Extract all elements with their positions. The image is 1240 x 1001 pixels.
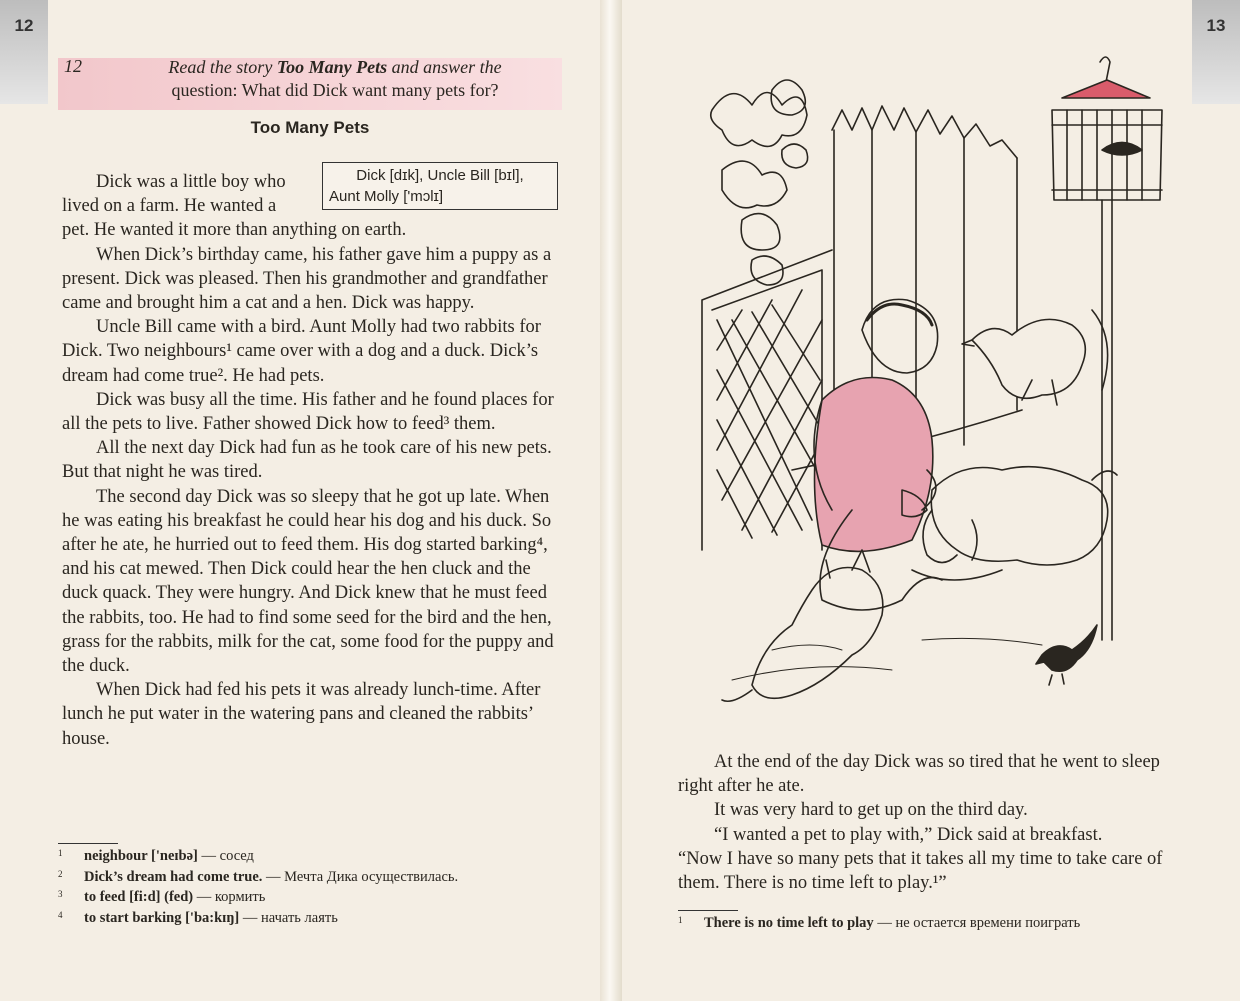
- task-instruction: [130, 56, 540, 102]
- left-page: [0, 0, 600, 1001]
- footnote-rule: [678, 910, 738, 911]
- page-number: 12: [14, 16, 34, 35]
- footnote: 2 Dick’s dream had come true. — Мечта Дика осуществилась.: [58, 868, 459, 885]
- pronunciation-line-1: Dick [dɪk], Uncle Bill [bɪl],: [356, 167, 524, 184]
- footnote: 1 There is no time left to play — не остается времени поиграть: [678, 915, 1081, 931]
- cat-drawing: [722, 550, 883, 701]
- story-paragraph: “I wanted a pet to play with,” Dick said at breakfast.: [714, 824, 1103, 845]
- story-paragraph: Uncle Bill came with a bird. Aunt Molly had two rabbits for Dick. Two neighbours¹ came over with a dog and a duck. Dick’s dream had come true². He had pets.: [62, 317, 541, 386]
- story-paragraph: Dick was a little boy who lived on a farm. He wanted a pet. He wanted it more than anything on earth.: [62, 172, 407, 241]
- task-title: Too Many Pets: [276, 57, 388, 77]
- story-paragraph: When Dick’s birthday came, his father gave him a puppy as a present. Dick was pleased. Then his grandmother and grandfather came and brought him a cat and a hen. Dick was happy.: [62, 244, 552, 314]
- footnotes: [678, 913, 1198, 934]
- dog-drawing: [912, 467, 1117, 580]
- story-title: Too Many Pets: [250, 118, 370, 137]
- small-bird-drawing: [1036, 625, 1097, 685]
- task-number: 12: [64, 56, 82, 76]
- story-paragraph: Dick was busy all the time. His father and he found places for all the pets to live. Father showed Dick how to feed³ them.: [62, 389, 554, 435]
- footnote: 4 to start barking ['ba:kɪŋ] — начать лаять: [58, 909, 338, 926]
- story-paragraph: It was very hard to get up on the third day.: [714, 800, 1028, 821]
- footnotes: [58, 846, 578, 928]
- page-number-tab: [1192, 0, 1240, 104]
- task-rest: and answer the: [391, 57, 502, 77]
- story-paragraph: “Now I have so many pets that it takes all my time to take care of them. There is no time left to play.¹”: [678, 848, 1163, 894]
- task-line2: question: What did Dick want many pets for?: [171, 80, 499, 100]
- book-gutter: [600, 0, 622, 1001]
- duck-drawing: [962, 310, 1108, 405]
- footnote: 1 neighbour ['neɪbə] — сосед: [58, 848, 254, 864]
- story-text: [62, 170, 556, 751]
- story-paragraph: When Dick had fed his pets it was already lunch-time. After lunch he put water in the watering pans and cleaned the rabbits’ house.: [62, 680, 541, 749]
- page-number: 13: [1206, 16, 1226, 35]
- story-paragraph: The second day Dick was so sleepy that he got up late. When he was eating his breakfast he could hear his dog and his duck. So after he ate, he hurried out to feed them. His dog started barking⁴, and his cat mewed. Then Dick could hear the hen cluck and the duck quack. They were hungry. And Dick knew that he must feed the rabbits, too. He had to find some seed for the bird and the hen, grass for the rabbits, milk for the cat, some food for the puppy and the duck.: [62, 486, 554, 677]
- footnote-rule: [58, 843, 118, 844]
- foliage-drawing: [711, 80, 808, 285]
- story-paragraph: All the next day Dick had fun as he took care of his new pets. But that night he was tired.: [62, 438, 552, 483]
- task-intro: Read the story: [168, 57, 273, 77]
- page-number-tab: [0, 0, 48, 104]
- pronunciation-line-2: Aunt Molly ['mɔlɪ]: [329, 188, 444, 205]
- story-text-continued: [678, 750, 1172, 895]
- story-paragraph: At the end of the day Dick was so tired that he went to sleep right after he ate.: [678, 752, 1160, 797]
- story-illustration: [672, 50, 1192, 750]
- footnote: 3 to feed [fi:d] (fed) — кормить: [58, 889, 266, 905]
